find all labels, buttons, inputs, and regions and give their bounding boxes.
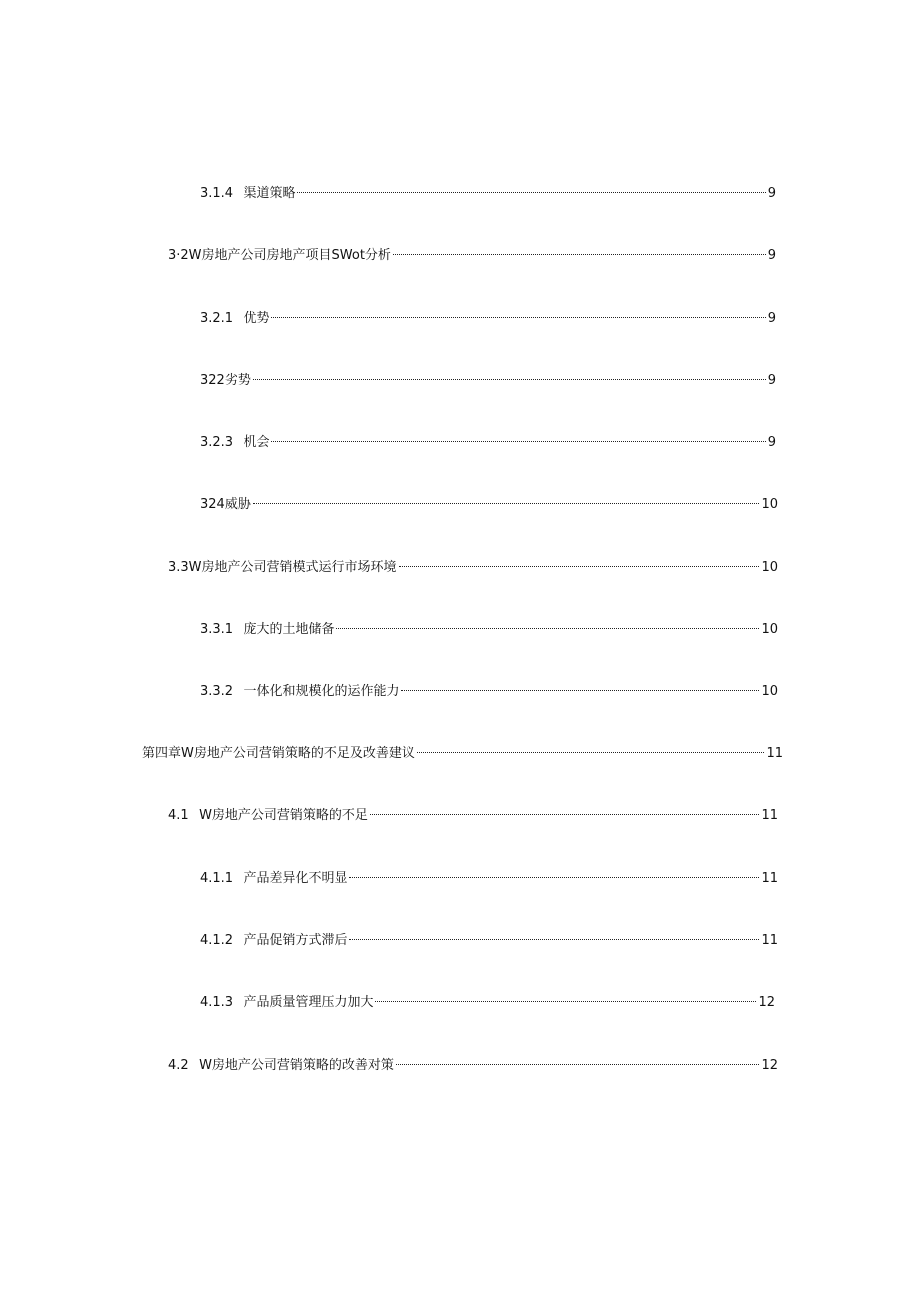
toc-entry-title bbox=[200, 869, 347, 889]
dot-leader bbox=[336, 627, 759, 629]
toc-entry-text: 3.3W房地产公司营销模式运行市场环境 bbox=[168, 560, 397, 575]
dot-leader bbox=[396, 1063, 760, 1065]
toc-entry-page: 9 bbox=[767, 435, 776, 450]
dot-leader bbox=[297, 191, 765, 193]
toc-entry[interactable] bbox=[200, 869, 778, 889]
toc-entry-title bbox=[168, 806, 368, 826]
toc-entry-text: 渠道策略 bbox=[243, 186, 296, 201]
toc-entry-page: 10 bbox=[761, 497, 778, 512]
toc-entry[interactable] bbox=[168, 246, 776, 266]
dot-leader bbox=[271, 316, 765, 318]
toc-entry[interactable] bbox=[200, 371, 776, 391]
dot-leader bbox=[401, 689, 759, 691]
toc-entry-title bbox=[142, 744, 415, 764]
toc-entry-text: W房地产公司营销策略的改善对策 bbox=[199, 1058, 394, 1073]
toc-entry[interactable] bbox=[168, 1056, 778, 1076]
toc-entry-chapter[interactable] bbox=[142, 744, 783, 764]
dot-leader bbox=[349, 876, 759, 878]
toc-entry-page: 11 bbox=[761, 871, 778, 886]
dot-leader bbox=[417, 751, 765, 753]
toc-entry[interactable] bbox=[200, 682, 778, 702]
toc-entry-page: 11 bbox=[761, 808, 778, 823]
toc-entry-title bbox=[168, 558, 397, 578]
dot-leader bbox=[253, 502, 760, 504]
toc-entry-text: 庞大的土地储备 bbox=[243, 622, 335, 637]
toc-entry-text: 产品差异化不明显 bbox=[243, 871, 348, 886]
dot-leader bbox=[349, 938, 759, 940]
toc-entry-text: 机会 bbox=[243, 435, 270, 450]
toc-entry-page: 9 bbox=[767, 311, 776, 326]
toc-entry-page: 9 bbox=[767, 373, 776, 388]
toc-entry-text: 产品质量管理压力加大 bbox=[243, 995, 374, 1010]
dot-leader bbox=[393, 253, 766, 255]
toc-entry-number: 4.1 bbox=[168, 808, 189, 823]
toc-entry-page: 10 bbox=[761, 684, 778, 699]
toc-entry-text: W房地产公司营销策略的不足 bbox=[199, 808, 368, 823]
toc-entry-number: 3.2.3 bbox=[200, 435, 234, 450]
toc-entry-number: 4.2 bbox=[168, 1058, 189, 1073]
toc-entry-title bbox=[200, 184, 295, 204]
toc-entry-page: 12 bbox=[758, 995, 775, 1010]
dot-leader bbox=[253, 378, 766, 380]
toc-entry-title bbox=[200, 495, 251, 515]
toc-entry-page: 11 bbox=[766, 746, 783, 761]
toc-entry-number: 4.1.3 bbox=[200, 995, 234, 1010]
toc-entry-text: 优势 bbox=[243, 311, 270, 326]
toc-entry-text: 3·2W房地产公司房地产项目SWot分析 bbox=[168, 248, 391, 263]
toc-entry-text: 第四章W房地产公司营销策略的不足及改善建议 bbox=[142, 746, 415, 761]
toc-entry[interactable] bbox=[200, 620, 778, 640]
toc-entry-page: 9 bbox=[767, 186, 776, 201]
toc-entry-title bbox=[200, 682, 399, 702]
toc-entry-title bbox=[200, 433, 269, 453]
dot-leader bbox=[375, 1000, 756, 1002]
toc-entry-text: 324威胁 bbox=[200, 497, 251, 512]
toc-entry-text: 一体化和规模化的运作能力 bbox=[243, 684, 400, 699]
toc-entry-page: 12 bbox=[761, 1058, 778, 1073]
toc-entry[interactable] bbox=[200, 495, 778, 515]
toc-entry-number: 3.1.4 bbox=[200, 186, 234, 201]
toc-entry-title bbox=[200, 993, 373, 1013]
toc-entry-page: 10 bbox=[761, 560, 778, 575]
toc-entry-text: 产品促销方式滞后 bbox=[243, 933, 348, 948]
toc-entry-number: 4.1.1 bbox=[200, 871, 234, 886]
toc-entry[interactable] bbox=[168, 558, 778, 578]
toc-entry[interactable] bbox=[200, 309, 776, 329]
toc-entry-title bbox=[168, 1056, 394, 1076]
toc-entry-number: 4.1.2 bbox=[200, 933, 234, 948]
dot-leader bbox=[370, 813, 760, 815]
toc-entry-title bbox=[168, 246, 391, 266]
toc-entry[interactable] bbox=[168, 806, 778, 826]
toc-entry-number: 3.2.1 bbox=[200, 311, 234, 326]
toc-entry-number: 3.3.1 bbox=[200, 622, 234, 637]
toc-entry[interactable] bbox=[200, 184, 776, 204]
toc-entry-title bbox=[200, 620, 334, 640]
toc-entry[interactable] bbox=[200, 993, 775, 1013]
toc-entry-page: 9 bbox=[767, 248, 776, 263]
toc-entry-text: 322劣势 bbox=[200, 373, 251, 388]
toc-entry-title bbox=[200, 931, 347, 951]
toc-entry-number: 3.3.2 bbox=[200, 684, 234, 699]
dot-leader bbox=[399, 565, 760, 567]
dot-leader bbox=[271, 440, 765, 442]
toc-entry-title bbox=[200, 371, 251, 391]
toc-entry[interactable] bbox=[200, 433, 776, 453]
toc-entry-page: 10 bbox=[761, 622, 778, 637]
toc-entry-page: 11 bbox=[761, 933, 778, 948]
toc-entry-title bbox=[200, 309, 269, 329]
toc-entry[interactable] bbox=[200, 931, 778, 951]
